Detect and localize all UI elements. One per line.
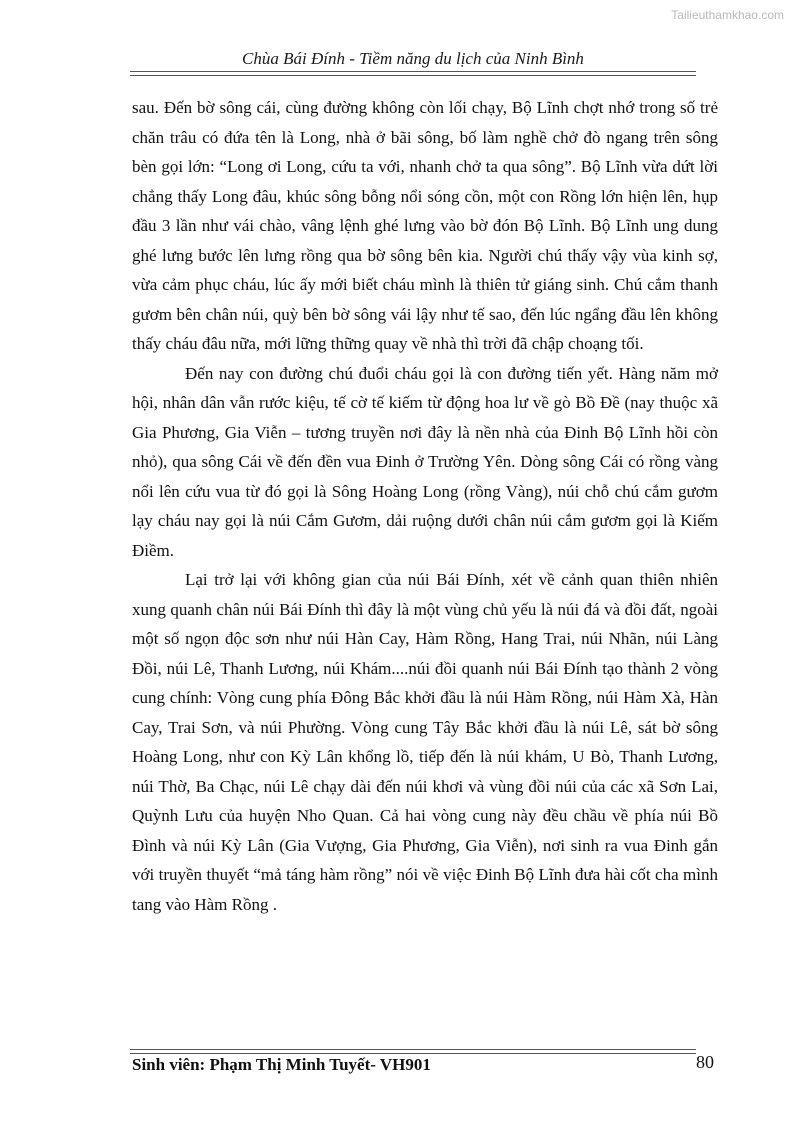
paragraph-continuation: sau. Đến bờ sông cái, cùng đường không còn lối chạy, Bộ Lĩnh chợt nhớ trong số trẻ chăn trâu có đứa tên là Long, nhà ở bãi sông, bố làm nghề chở đò ngang trên sông bèn gọi lớn: “Long ơi Long, cứu ta với, nhanh chở ta qua sông”. Bộ Lĩnh vừa dứt lời chẳng thấy Long đâu, khúc sông bỗng nổi sóng cồn, một con Rồng lớn hiện lên, hụp đầu 3 lần như vái chào, vâng lệnh ghé lưng vào bờ đón Bộ Lĩnh. Bộ Lĩnh ung dung ghé lưng bước lên lưng rồng qua bờ sông bên kia. Người chú thấy vậy vùa kinh sợ, vừa cảm phục cháu, lúc ấy mới biết cháu mình là thiên tử giáng sinh. Chú cắm thanh gươm bên chân núi, quỳ bên bờ sông vái lậy như tế sao, đến lúc ngẩng đầu lên không thấy cháu đâu nữa, mới lững thững quay về nhà thì trời đã chập choạng tối.: [132, 98, 718, 353]
running-header-title: Chùa Bái Đính - Tiềm năng du lịch của Ninh Bình: [242, 49, 584, 68]
paragraph-bai-dinh-landscape: Lại trở lại với không gian của núi Bái Đính, xét về cảnh quan thiên nhiên xung quanh chân núi Bái Đính thì đây là một vùng chủ yếu là núi đá và đồi đất, ngoài một số ngọn độc sơn như núi Hàn Cay, Hàm Rồng, Hang Trai, núi Nhãn, núi Làng Đồi, núi Lê, Thanh Lương, núi Khám....núi đồi quanh núi Bái Đính tạo thành 2 vòng cung chính: Vòng cung phía Đông Bắc khởi đầu là núi Hàm Rồng, núi Hàm Xà, Hàn Cay, Trai Sơn, và núi Phường. Vòng cung Tây Bắc khởi đầu là núi Lê, sát bờ sông Hoàng Long, như con Kỳ Lân khổng lồ, tiếp đến là núi khám, U Bò, Thanh Lương, núi Thờ, Ba Chạc, núi Lê chạy dài đến núi khơi và vùng đồi núi của các xã Sơn Lai, Quỳnh Lưu của huyện Nho Quan. Cả hai vòng cung này đều chầu về phía núi Bồ Đình và núi Kỳ Lân (Gia Vượng, Gia Phương, Gia Viễn), nơi sinh ra vua Đinh gắn với truyền thuyết “mả táng hàm rồng” nói về việc Đinh Bộ Lĩnh đưa hài cốt cha mình tang vào Hàm Rồng .: [132, 570, 718, 914]
footer-divider: [130, 1049, 696, 1054]
document-body: [132, 93, 718, 919]
page-number: 80: [696, 1052, 714, 1072]
watermark-text: Tailieuthamkhao.com: [671, 8, 784, 22]
paragraph-tien-yet-road: Đến nay con đường chú đuổi cháu gọi là con đường tiến yết. Hàng năm mở hội, nhân dân vẫn rước kiệu, tế cờ tế kiếm từ động hoa lư về gò Bồ Đề (nay thuộc xã Gia Phương, Gia Viễn – tương truyền nơi đây là nền nhà của Đinh Bộ Lĩnh hồi còn nhỏ), qua sông Cái về đến đền vua Đinh ở Trường Yên. Dòng sông Cái có rồng vàng nổi lên cứu vua từ đó gọi là Sông Hoàng Long (rồng Vàng), núi chỗ chú cắm gươm lạy cháu nay gọi là núi Cắm Gươm, dải ruộng dưới chân núi cắm gươm gọi là Kiếm Điềm.: [132, 363, 718, 560]
footer-student-name: Sinh viên: Phạm Thị Minh Tuyết- VH901: [132, 1055, 431, 1074]
header-divider: [130, 71, 696, 76]
